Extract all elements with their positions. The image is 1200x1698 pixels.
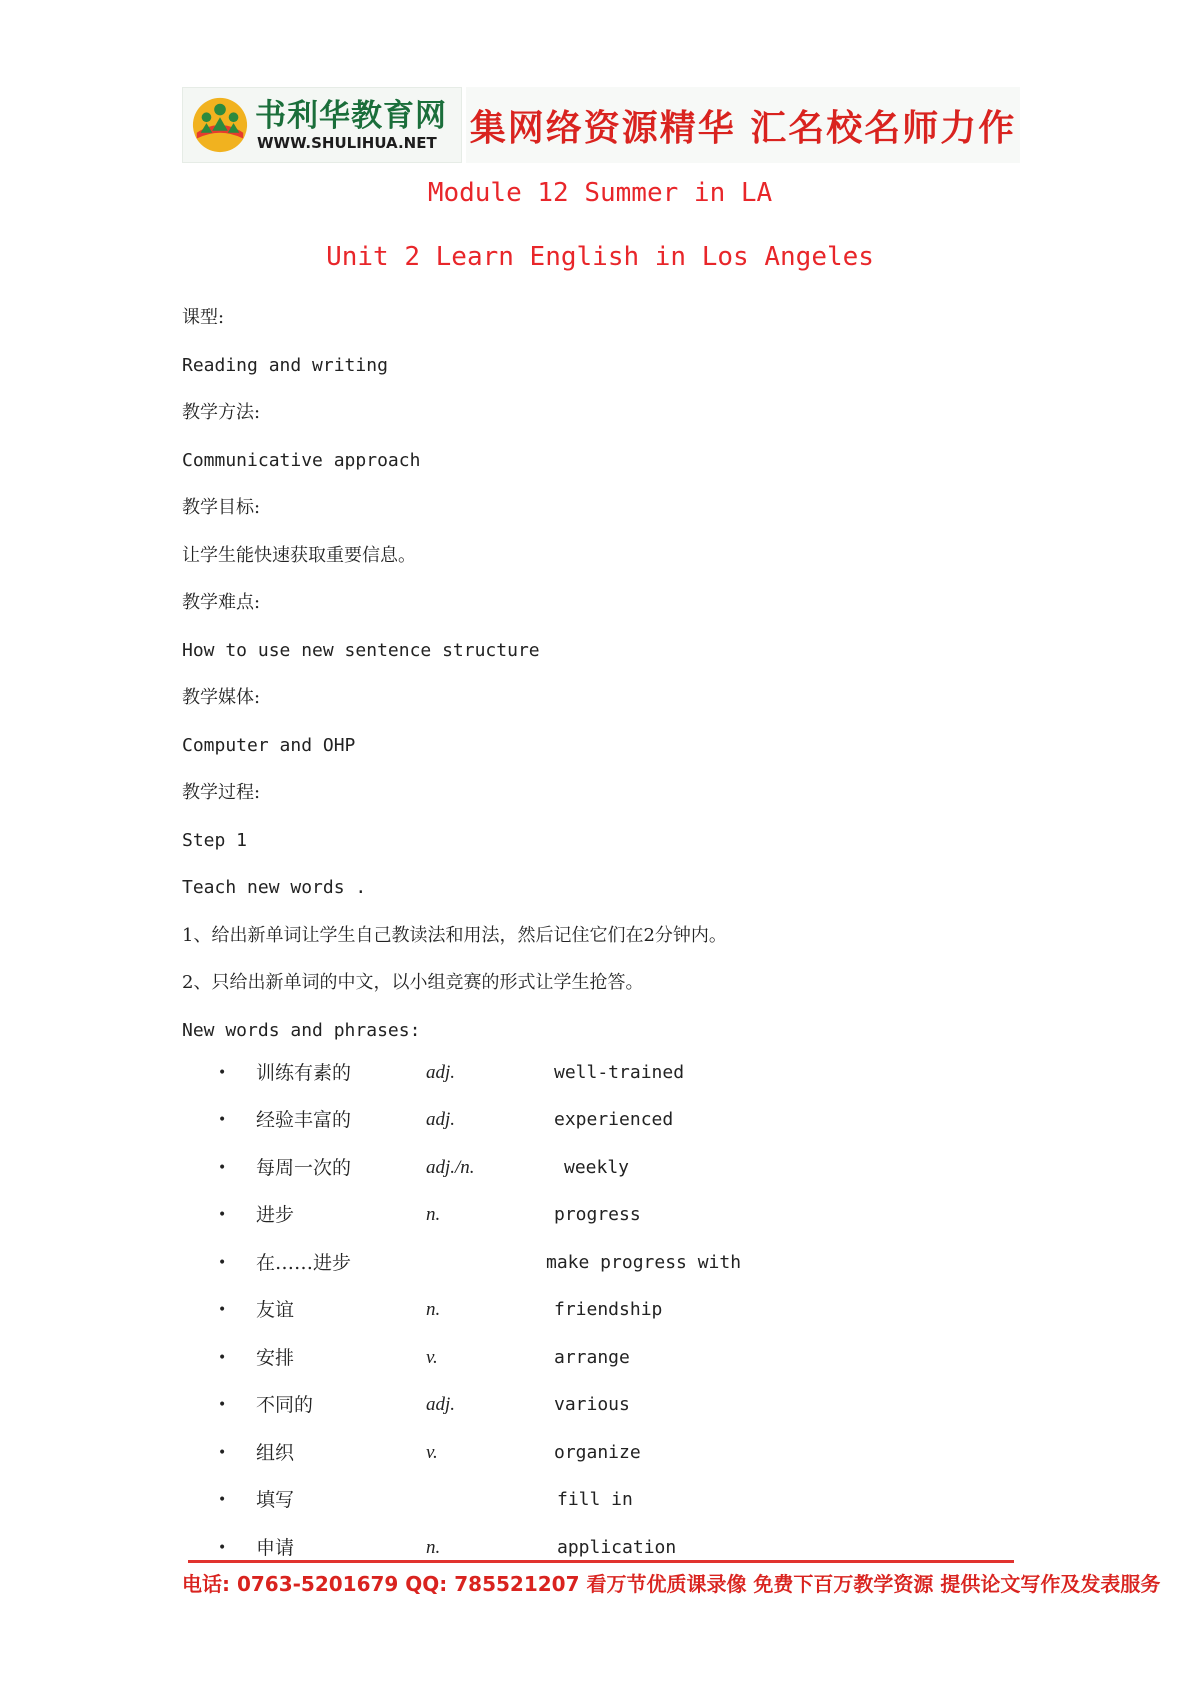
header-slogan: 集网络资源精华 汇名校名师力作 [466, 87, 1020, 163]
word-english: progress [554, 1204, 641, 1225]
instruction-2: 2、只给出新单词的中文，以小组竞赛的形式让学生抢答。 [182, 972, 644, 993]
people-circle-logo-icon [191, 96, 249, 154]
vocab-heading: New words and phrases: [182, 1020, 421, 1041]
word-chinese: 安排 [256, 1347, 295, 1369]
site-logo [182, 87, 462, 163]
lesson-type-label: 课型: [182, 307, 225, 328]
goal-value: 让学生能快速获取重要信息。 [182, 545, 416, 566]
word-chinese: 经验丰富的 [256, 1109, 352, 1131]
word-english: arrange [554, 1347, 630, 1368]
media-value: Computer and OHP [182, 735, 356, 756]
word-part-of-speech: n. [426, 1299, 441, 1320]
bullet: • [218, 1065, 227, 1081]
bullet: • [218, 1112, 227, 1128]
difficulty-value: How to use new sentence structure [182, 640, 540, 661]
step-task: Teach new words . [182, 877, 367, 898]
word-chinese: 训练有素的 [256, 1062, 352, 1084]
method-value: Communicative approach [182, 450, 421, 471]
word-chinese: 填写 [256, 1489, 295, 1511]
module-title: Module 12 Summer in LA [427, 178, 773, 208]
process-label: 教学过程: [182, 782, 261, 803]
lesson-type-value: Reading and writing [182, 355, 388, 376]
difficulty-label: 教学难点: [182, 592, 261, 613]
bullet: • [218, 1540, 227, 1556]
word-part-of-speech: adj. [426, 1394, 456, 1415]
word-chinese: 进步 [256, 1204, 295, 1226]
method-label: 教学方法: [182, 402, 261, 423]
footer-contact-text: 电话: 0763-5201679 QQ: 785521207 看万节优质课录像 免费下百万教学资源 提供论文写作及发表服务 [182, 1572, 1161, 1596]
header-banner [182, 86, 1020, 164]
word-english: various [554, 1394, 630, 1415]
unit-title: Unit 2 Learn English in Los Angeles [326, 242, 874, 272]
bullet: • [218, 1302, 227, 1318]
logo-url: WWW.SHULIHUA.NET [257, 134, 437, 152]
word-chinese: 组织 [256, 1442, 295, 1464]
bullet: • [218, 1397, 227, 1413]
word-english: application [557, 1537, 677, 1558]
step-heading: Step 1 [182, 830, 248, 851]
word-part-of-speech: v. [426, 1347, 438, 1368]
bullet: • [218, 1350, 227, 1366]
footer-divider [188, 1560, 1014, 1563]
word-chinese: 不同的 [256, 1394, 314, 1416]
word-english: fill in [557, 1489, 633, 1510]
word-english: well-trained [554, 1062, 685, 1083]
word-english: organize [554, 1442, 641, 1463]
bullet: • [218, 1255, 227, 1271]
word-chinese: 友谊 [256, 1299, 295, 1321]
media-label: 教学媒体: [182, 687, 261, 708]
word-english: make progress with [546, 1252, 742, 1273]
word-chinese: 在……进步 [256, 1252, 352, 1274]
logo-chinese-name: 书利华教育网 [255, 98, 447, 134]
word-chinese: 每周一次的 [256, 1157, 352, 1179]
instruction-1: 1、给出新单词让学生自己教读法和用法，然后记住它们在2分钟内。 [182, 925, 727, 946]
bullet: • [218, 1492, 227, 1508]
bullet: • [218, 1207, 227, 1223]
goal-label: 教学目标: [182, 497, 261, 518]
word-part-of-speech: adj. [426, 1062, 456, 1083]
word-english: experienced [554, 1109, 674, 1130]
word-chinese: 申请 [256, 1537, 295, 1559]
word-english: friendship [554, 1299, 663, 1320]
bullet: • [218, 1160, 227, 1176]
word-part-of-speech: n. [426, 1537, 441, 1558]
word-part-of-speech: adj./n. [426, 1157, 475, 1178]
word-part-of-speech: v. [426, 1442, 438, 1463]
word-part-of-speech: adj. [426, 1109, 456, 1130]
word-part-of-speech: n. [426, 1204, 441, 1225]
word-english: weekly [564, 1157, 630, 1178]
bullet: • [218, 1445, 227, 1461]
